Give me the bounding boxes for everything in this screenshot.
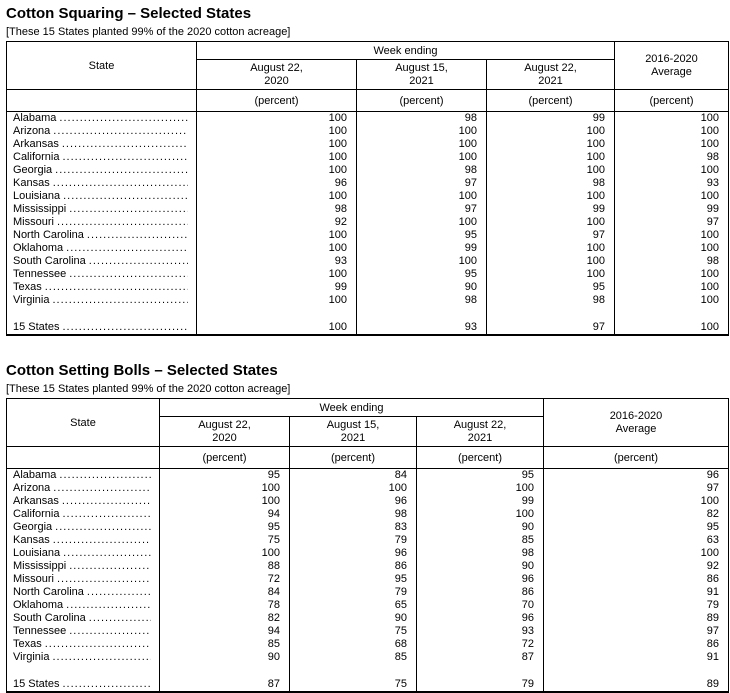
value-cell: 100	[357, 125, 487, 138]
state-name: Mississippi	[13, 203, 67, 215]
table1-subtitle: [These 15 States planted 99% of the 2020 cotton acreage]	[6, 26, 291, 38]
value-cell: 78	[160, 599, 290, 612]
state-row	[7, 612, 729, 625]
value-cell: 100	[487, 190, 615, 203]
state-cell	[7, 612, 160, 625]
units-cell: (percent)	[160, 447, 290, 469]
state-name: 15 States	[13, 321, 60, 333]
value-cell: 88	[160, 560, 290, 573]
state-row	[7, 573, 729, 586]
value-cell: 100	[357, 216, 487, 229]
spacer-cell	[487, 307, 615, 319]
week-ending-header: Week ending	[197, 42, 615, 60]
state-cell	[7, 125, 197, 138]
value-cell: 98	[357, 164, 487, 177]
dot-leader	[69, 203, 188, 216]
value-cell: 93	[615, 177, 729, 190]
value-cell: 100	[197, 112, 357, 126]
value-cell: 100	[357, 255, 487, 268]
state-name: South Carolina	[13, 255, 86, 267]
units-cell-empty	[7, 90, 197, 112]
value-cell: 100	[487, 151, 615, 164]
state-cell	[7, 138, 197, 151]
state-name: Oklahoma	[13, 599, 64, 611]
value-cell: 97	[357, 177, 487, 190]
value-cell: 86	[417, 586, 544, 599]
value-cell: 100	[487, 125, 615, 138]
value-cell: 100	[357, 151, 487, 164]
state-name: Oklahoma	[13, 242, 64, 254]
value-cell: 92	[544, 560, 729, 573]
value-cell: 93	[197, 255, 357, 268]
value-cell: 95	[357, 229, 487, 242]
value-cell: 79	[290, 534, 417, 547]
value-cell: 100	[487, 242, 615, 255]
state-name: Virginia	[13, 294, 50, 306]
value-cell: 89	[544, 676, 729, 692]
value-cell: 79	[290, 586, 417, 599]
value-cell: 98	[615, 151, 729, 164]
state-cell	[7, 177, 197, 190]
state-row	[7, 229, 729, 242]
value-cell: 100	[160, 482, 290, 495]
state-row	[7, 268, 729, 281]
value-cell: 95	[417, 469, 544, 483]
state-row	[7, 112, 729, 126]
value-cell: 97	[544, 625, 729, 638]
state-name: Arkansas	[13, 138, 59, 150]
value-cell: 84	[160, 586, 290, 599]
value-cell: 99	[615, 203, 729, 216]
state-row	[7, 190, 729, 203]
value-cell: 95	[487, 281, 615, 294]
dot-leader	[87, 229, 188, 242]
value-cell: 100	[197, 242, 357, 255]
state-row	[7, 177, 729, 190]
state-name: Louisiana	[13, 547, 61, 559]
state-cell	[7, 294, 197, 307]
state-cell	[7, 651, 160, 664]
state-name: Georgia	[13, 164, 53, 176]
value-cell: 97	[615, 216, 729, 229]
state-cell	[7, 547, 160, 560]
value-cell: 100	[197, 164, 357, 177]
total-row	[7, 319, 729, 335]
value-cell: 100	[197, 138, 357, 151]
value-cell: 96	[417, 612, 544, 625]
units-cell: (percent)	[357, 90, 487, 112]
state-cell	[7, 482, 160, 495]
state-row	[7, 281, 729, 294]
state-row	[7, 164, 729, 177]
value-cell: 94	[160, 625, 290, 638]
average-line1: 2016-2020	[609, 409, 663, 422]
dot-leader	[59, 469, 151, 482]
state-column-header: State	[7, 42, 197, 90]
value-cell: 98	[417, 547, 544, 560]
state-cell	[7, 112, 197, 126]
value-cell: 100	[197, 229, 357, 242]
value-cell: 92	[197, 216, 357, 229]
value-cell: 100	[487, 268, 615, 281]
average-line2: Average	[615, 422, 657, 435]
value-cell: 95	[160, 469, 290, 483]
state-cell	[7, 573, 160, 586]
value-cell: 91	[544, 651, 729, 664]
average-column-header	[615, 42, 729, 90]
table1-title: Cotton Squaring – Selected States	[6, 5, 252, 22]
value-cell: 97	[544, 482, 729, 495]
value-cell: 68	[290, 638, 417, 651]
state-column-header: State	[7, 399, 160, 447]
state-cell	[7, 229, 197, 242]
state-row	[7, 255, 729, 268]
value-cell: 100	[615, 268, 729, 281]
value-cell: 96	[544, 469, 729, 483]
state-cell	[7, 281, 197, 294]
value-cell: 100	[615, 164, 729, 177]
dot-leader	[62, 138, 188, 151]
value-cell: 82	[544, 508, 729, 521]
state-row	[7, 547, 729, 560]
dot-leader	[62, 508, 151, 521]
units-cell-empty	[7, 447, 160, 469]
units-cell: (percent)	[544, 447, 729, 469]
value-cell: 100	[290, 482, 417, 495]
value-cell: 96	[197, 177, 357, 190]
value-cell: 90	[160, 651, 290, 664]
value-cell: 72	[160, 573, 290, 586]
cotton-squaring-table	[6, 41, 729, 336]
value-cell: 100	[197, 319, 357, 335]
value-cell: 96	[290, 547, 417, 560]
dot-leader	[53, 177, 188, 190]
value-cell: 100	[197, 294, 357, 307]
dot-leader	[55, 521, 151, 534]
state-cell	[7, 495, 160, 508]
value-cell: 100	[615, 138, 729, 151]
dot-leader	[53, 294, 189, 307]
average-line1: 2016-2020	[645, 52, 698, 65]
value-cell: 100	[160, 495, 290, 508]
value-cell: 98	[290, 508, 417, 521]
state-row	[7, 534, 729, 547]
value-cell: 98	[487, 177, 615, 190]
dot-leader	[45, 638, 151, 651]
value-cell: 99	[197, 281, 357, 294]
state-name: California	[13, 508, 60, 520]
value-cell: 100	[197, 125, 357, 138]
state-row	[7, 651, 729, 664]
value-cell: 95	[544, 521, 729, 534]
state-row	[7, 242, 729, 255]
dot-leader	[69, 560, 151, 573]
state-name: Tennessee	[13, 268, 67, 280]
value-cell: 85	[290, 651, 417, 664]
state-cell	[7, 638, 160, 651]
state-name: North Carolina	[13, 586, 84, 598]
state-name: Texas	[13, 281, 42, 293]
state-name: Mississippi	[13, 560, 67, 572]
dot-leader	[62, 321, 188, 334]
value-cell: 100	[544, 495, 729, 508]
state-name: Alabama	[13, 112, 57, 124]
value-cell: 100	[160, 547, 290, 560]
state-row	[7, 560, 729, 573]
state-cell	[7, 164, 197, 177]
dot-leader	[66, 242, 188, 255]
state-cell	[7, 586, 160, 599]
state-name: Georgia	[13, 521, 53, 533]
state-cell	[7, 203, 197, 216]
value-cell: 83	[290, 521, 417, 534]
state-cell	[7, 508, 160, 521]
spacer-cell	[615, 307, 729, 319]
state-name: Virginia	[13, 651, 50, 663]
state-name: Arizona	[13, 482, 51, 494]
value-cell: 99	[357, 242, 487, 255]
state-name: Alabama	[13, 469, 57, 481]
units-cell: (percent)	[290, 447, 417, 469]
value-cell: 98	[357, 112, 487, 126]
value-cell: 99	[417, 495, 544, 508]
state-row	[7, 638, 729, 651]
value-cell: 100	[357, 190, 487, 203]
dot-leader	[66, 599, 151, 612]
state-row	[7, 495, 729, 508]
value-cell: 79	[544, 599, 729, 612]
value-cell: 100	[615, 242, 729, 255]
week-ending-header: Week ending	[160, 399, 544, 417]
state-name: 15 States	[13, 678, 60, 690]
value-cell: 100	[615, 281, 729, 294]
value-cell: 75	[290, 676, 417, 692]
state-name: Arkansas	[13, 495, 59, 507]
value-cell: 87	[417, 651, 544, 664]
value-cell: 95	[290, 573, 417, 586]
value-cell: 98	[487, 294, 615, 307]
dot-leader	[57, 216, 188, 229]
spacer-cell	[197, 307, 357, 319]
value-cell: 86	[544, 638, 729, 651]
dot-leader	[53, 125, 188, 138]
state-name: Kansas	[13, 534, 50, 546]
dot-leader	[55, 164, 188, 177]
state-row	[7, 125, 729, 138]
value-cell: 100	[357, 138, 487, 151]
value-cell: 90	[290, 612, 417, 625]
total-state-cell	[7, 319, 197, 335]
value-cell: 86	[544, 573, 729, 586]
dot-leader	[89, 255, 188, 268]
dot-leader	[62, 678, 151, 691]
value-cell: 91	[544, 586, 729, 599]
value-cell: 100	[487, 164, 615, 177]
value-cell: 93	[417, 625, 544, 638]
value-cell: 100	[615, 229, 729, 242]
value-cell: 96	[417, 573, 544, 586]
total-state-cell	[7, 676, 160, 692]
value-cell: 93	[357, 319, 487, 335]
value-cell: 97	[487, 229, 615, 242]
value-cell: 97	[357, 203, 487, 216]
spacer-cell	[7, 307, 197, 319]
dot-leader	[63, 190, 188, 203]
value-cell: 100	[615, 112, 729, 126]
dot-leader	[45, 281, 188, 294]
spacer-row	[7, 307, 729, 319]
state-row	[7, 216, 729, 229]
table2-title: Cotton Setting Bolls – Selected States	[6, 362, 278, 379]
value-cell: 63	[544, 534, 729, 547]
value-cell: 87	[160, 676, 290, 692]
state-row	[7, 151, 729, 164]
state-name: Kansas	[13, 177, 50, 189]
value-cell: 100	[487, 255, 615, 268]
value-cell: 90	[417, 521, 544, 534]
state-cell	[7, 216, 197, 229]
dot-leader	[69, 268, 188, 281]
dot-leader	[57, 573, 151, 586]
dot-leader	[87, 586, 151, 599]
dot-leader	[59, 112, 188, 125]
value-cell: 99	[487, 112, 615, 126]
state-row	[7, 138, 729, 151]
value-cell: 90	[357, 281, 487, 294]
state-cell	[7, 625, 160, 638]
value-cell: 95	[357, 268, 487, 281]
dot-leader	[53, 482, 151, 495]
value-cell: 84	[290, 469, 417, 483]
value-cell: 100	[197, 151, 357, 164]
value-cell: 100	[544, 547, 729, 560]
value-cell: 100	[417, 508, 544, 521]
value-cell: 70	[417, 599, 544, 612]
week-column-header: August 15, 2021	[357, 60, 487, 90]
state-cell	[7, 534, 160, 547]
state-name: Tennessee	[13, 625, 67, 637]
value-cell: 95	[160, 521, 290, 534]
week-column-header: August 22, 2021	[487, 60, 615, 90]
units-cell: (percent)	[615, 90, 729, 112]
value-cell: 100	[417, 482, 544, 495]
value-cell: 96	[290, 495, 417, 508]
state-cell	[7, 560, 160, 573]
value-cell: 100	[615, 190, 729, 203]
value-cell: 100	[615, 319, 729, 335]
value-cell: 85	[160, 638, 290, 651]
state-cell	[7, 190, 197, 203]
week-column-header: August 22, 2020	[197, 60, 357, 90]
value-cell: 97	[487, 319, 615, 335]
state-name: Arizona	[13, 125, 51, 137]
dot-leader	[53, 651, 152, 664]
state-cell	[7, 268, 197, 281]
average-line2: Average	[651, 65, 692, 78]
state-cell	[7, 151, 197, 164]
state-name: South Carolina	[13, 612, 86, 624]
dot-leader	[63, 547, 151, 560]
value-cell: 85	[417, 534, 544, 547]
units-cell: (percent)	[417, 447, 544, 469]
dot-leader	[69, 625, 151, 638]
dot-leader	[62, 151, 188, 164]
value-cell: 89	[544, 612, 729, 625]
dot-leader	[53, 534, 151, 547]
state-row	[7, 508, 729, 521]
state-cell	[7, 521, 160, 534]
dot-leader	[89, 612, 151, 625]
value-cell: 75	[160, 534, 290, 547]
value-cell: 100	[615, 294, 729, 307]
state-name: Missouri	[13, 216, 54, 228]
value-cell: 79	[417, 676, 544, 692]
total-row	[7, 676, 729, 692]
value-cell: 98	[357, 294, 487, 307]
state-name: North Carolina	[13, 229, 84, 241]
state-cell	[7, 599, 160, 612]
state-row	[7, 469, 729, 483]
dot-leader	[62, 495, 151, 508]
week-column-header: August 22, 2020	[160, 417, 290, 447]
units-cell: (percent)	[197, 90, 357, 112]
value-cell: 75	[290, 625, 417, 638]
state-name: Missouri	[13, 573, 54, 585]
state-row	[7, 586, 729, 599]
spacer-cell	[357, 307, 487, 319]
value-cell: 99	[487, 203, 615, 216]
value-cell: 98	[615, 255, 729, 268]
value-cell: 100	[487, 216, 615, 229]
value-cell: 65	[290, 599, 417, 612]
state-row	[7, 294, 729, 307]
week-column-header: August 22, 2021	[417, 417, 544, 447]
state-cell	[7, 242, 197, 255]
value-cell: 90	[417, 560, 544, 573]
value-cell: 100	[487, 138, 615, 151]
value-cell: 100	[197, 268, 357, 281]
state-name: Louisiana	[13, 190, 61, 202]
value-cell: 100	[197, 190, 357, 203]
cotton-setting-bolls-table	[6, 398, 729, 693]
value-cell: 72	[417, 638, 544, 651]
units-cell: (percent)	[487, 90, 615, 112]
state-row	[7, 521, 729, 534]
value-cell: 98	[197, 203, 357, 216]
table2-subtitle: [These 15 States planted 99% of the 2020 cotton acreage]	[6, 383, 291, 395]
value-cell: 86	[290, 560, 417, 573]
state-name: California	[13, 151, 60, 163]
week-column-header: August 15, 2021	[290, 417, 417, 447]
state-name: Texas	[13, 638, 42, 650]
state-row	[7, 599, 729, 612]
state-cell	[7, 255, 197, 268]
state-row	[7, 203, 729, 216]
value-cell: 100	[615, 125, 729, 138]
state-row	[7, 625, 729, 638]
value-cell: 94	[160, 508, 290, 521]
state-row	[7, 482, 729, 495]
state-cell	[7, 469, 160, 483]
average-column-header	[544, 399, 729, 447]
value-cell: 82	[160, 612, 290, 625]
